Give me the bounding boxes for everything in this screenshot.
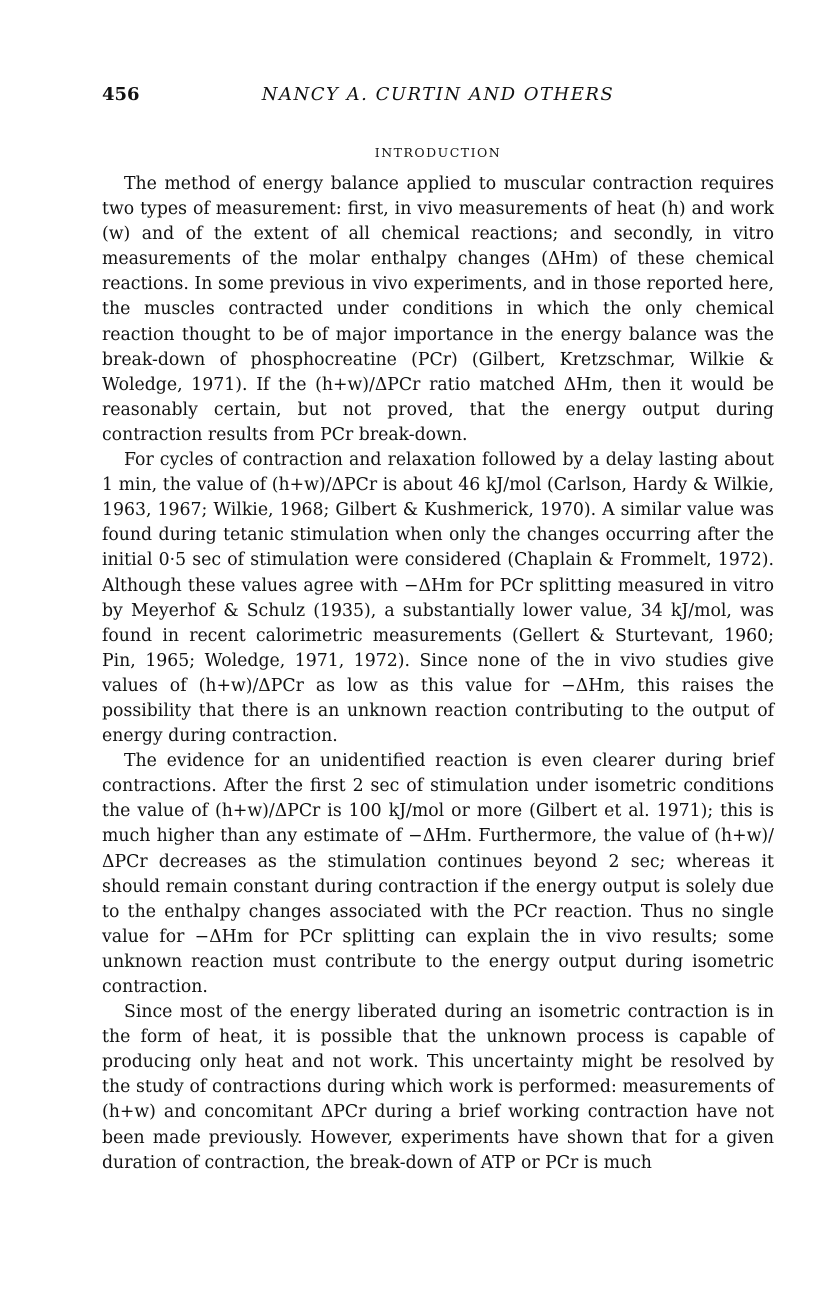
paragraph-1: The method of energy balance applied to muscular contraction requires two types of measurement: first, in vivo measurements of heat (h) and work (w) and of the extent of all chemical reactions; and secondly, in vitro measurements of the molar enthalpy changes (ΔHm) of these chemical reactions. In some previous in vivo experiments, and in those reported here, the muscles contracted under conditions in which the only chemical reaction thought to be of major importance in the energy balance was the break-down of phosphocreatine (PCr) (Gilbert, Kretzschmar, Wilkie & Woledge, 1971). If the (h+w)/ΔPCr ratio matched ΔHm, then it would be reasonably certain, but not proved, that the energy output during contraction results from PCr break-down. xyxy=(102,174,774,445)
paragraph-3: The evidence for an unidentified reaction is even clearer during brief contractions. After the first 2 sec of stimulation under isometric conditions the value of (h+w)/ΔPCr is 100 kJ/mol or more (Gilbert et al. 1971); this is much higher than any estimate of −ΔHm. Furthermore, the value of (h+w)/ΔPCr decreases as the stimulation continues beyond 2 sec; whereas it should remain constant during contraction if the energy output is solely due to the enthalpy changes associated with the PCr reaction. Thus no single value for −ΔHm for PCr splitting can explain the in vivo results; some unknown reaction must contribute to the energy output during isometric contraction. xyxy=(102,751,774,997)
paragraph-4: Since most of the energy liberated during an isometric contraction is in the form of heat, it is possible that the unknown process is capable of producing only heat and not work. This uncertainty might be resolved by the study of contractions during which work is performed: measurements of (h+w) and concomitant ΔPCr during a brief working contraction have not been made previously. However, experiments have shown that for a given duration of contraction, the break-down of ATP or PCr is much xyxy=(102,1002,774,1173)
paragraph-2: For cycles of contraction and relaxation followed by a delay lasting about 1 min, the value of (h+w)/ΔPCr is about 46 kJ/mol (Carlson, Hardy & Wilkie, 1963, 1967; Wilkie, 1968; Gilbert & Kushmerick, 1970). A similar value was found during tetanic stimulation when only the changes occurring after the initial 0·5 sec of stimulation were considered (Chaplain & Frommelt, 1972). Although these values agree with −ΔHm for PCr splitting measured in vitro by Meyerhof & Schulz (1935), a substantially lower value, 34 kJ/mol, was found in recent calorimetric measurements (Gellert & Sturtevant, 1960; Pin, 1965; Woledge, 1971, 1972). Since none of the in vivo studies give values of (h+w)/ΔPCr as low as this value for −ΔHm, this raises the possibility that there is an unknown reaction contributing to the output of energy during contraction. xyxy=(102,450,774,747)
page-header xyxy=(102,84,774,112)
running-title: NANCY A. CURTIN AND OTHERS xyxy=(261,84,615,105)
section-heading: INTRODUCTION xyxy=(374,145,502,160)
page-number: 456 xyxy=(102,84,140,105)
body-text xyxy=(102,172,774,1176)
